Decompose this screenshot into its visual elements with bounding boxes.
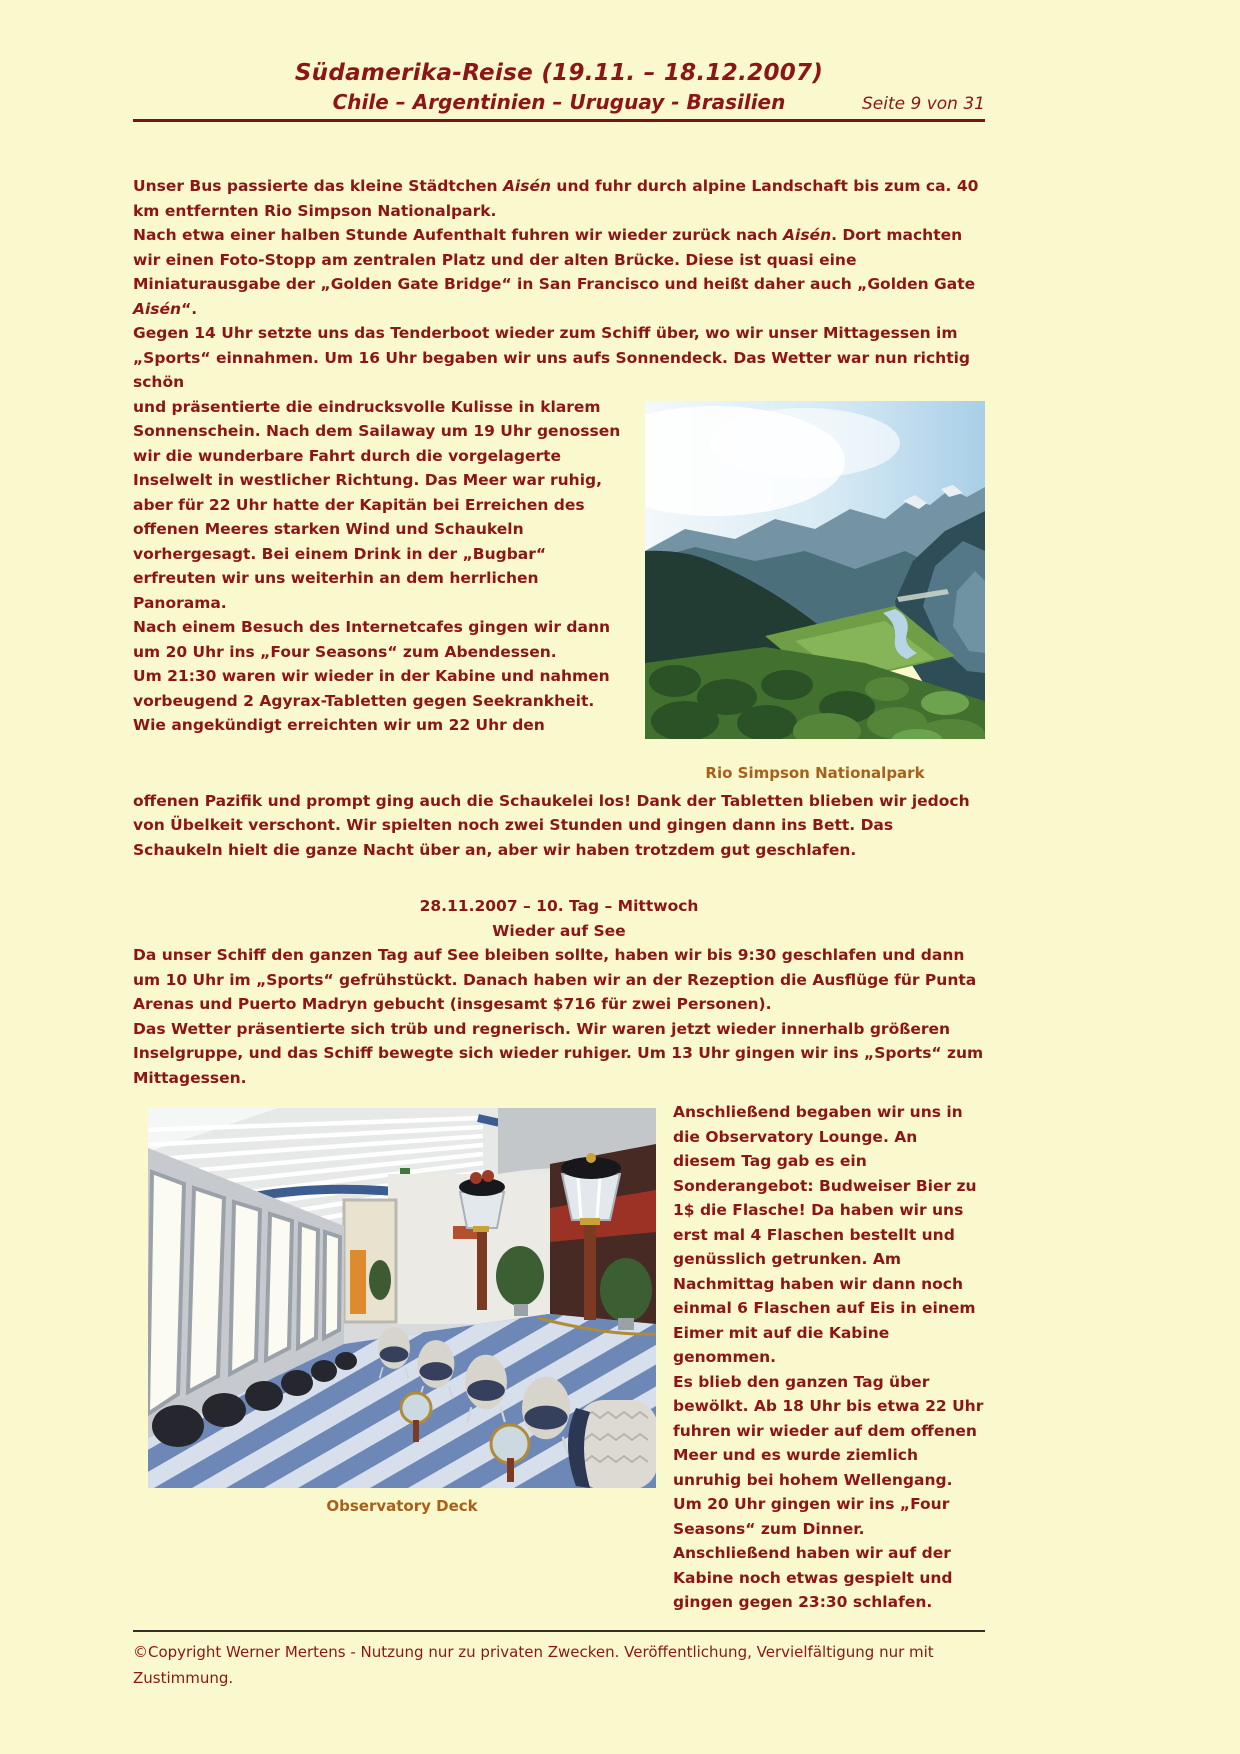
header-rule bbox=[133, 90, 985, 122]
paragraph-text: und fuhr durch alpine Landschaft bis zum ca. 40 km entfernten Rio Simpson Nationalpark. bbox=[133, 177, 979, 220]
document-header bbox=[133, 0, 985, 122]
report-title: Südamerika-Reise (19.11. – 18.12.2007) bbox=[294, 60, 824, 86]
paragraph-text: Nach etwa einer halben Stunde Aufenthalt fuhren wir wieder zurück nach bbox=[133, 226, 784, 244]
paragraph bbox=[133, 223, 985, 321]
copyright-line: ©Copyright Werner Mertens - Nutzung nur zu privaten Zwecken. Veröffentlichung, Vervielfältigung nur mit bbox=[133, 1643, 934, 1661]
observatory-caption: Observatory Deck bbox=[326, 1497, 478, 1515]
day9-section bbox=[133, 174, 985, 862]
copyright-line: Zustimmung. bbox=[133, 1669, 234, 1687]
paragraph-text: “. bbox=[181, 299, 198, 318]
rio-simpson-figure bbox=[645, 401, 985, 783]
day10-heading bbox=[133, 894, 985, 943]
day10-heading-date: 28.11.2007 – 10. Tag – Mittwoch bbox=[419, 897, 699, 915]
paragraph: Um 21:30 waren wir wieder in der Kabine und nahmen vorbeugend 2 Agyrax-Tabletten gegen Seekrankheit. bbox=[133, 667, 610, 710]
paragraph bbox=[133, 174, 985, 223]
page-footer bbox=[133, 1630, 985, 1691]
place-name-italic: Aisén bbox=[133, 299, 182, 318]
place-name-italic: Aisén bbox=[783, 226, 832, 244]
observatory-deck-photo bbox=[148, 1108, 656, 1488]
paragraph: Gegen 14 Uhr setzte uns das Tenderboot wieder zum Schiff über, wo wir unser Mittagessen im „Sports“ einnahmen. Um 16 Uhr begaben wir uns aufs Sonnendeck. Das Wetter war nun richtig schön bbox=[133, 324, 971, 391]
day10-section bbox=[133, 894, 985, 1615]
wrap-section-observatory bbox=[133, 1100, 985, 1615]
place-name-italic: Aisén bbox=[502, 177, 552, 195]
paragraph: Es blieb den ganzen Tag über bewölkt. Ab 18 Uhr bis etwa 22 Uhr fuhren wir wieder auf dem offenen Meer und es wurde ziemlich unruhig bei hohem Wellengang. bbox=[673, 1372, 984, 1489]
paragraph-text: . Dort machten wir einen Foto-Stopp am zentralen Platz und der alten Brücke. Diese ist quasi eine Miniaturausgabe der „Golden Gate Bridge“ in San Francisco und heißt daher auch „Golden Gate bbox=[133, 226, 976, 293]
paragraph: Wie angekündigt erreichten wir um 22 Uhr den bbox=[133, 716, 545, 734]
paragraph: Das Wetter präsentierte sich trüb und regnerisch. Wir waren jetzt wieder innerhalb größeren Inselgruppe, und das Schiff bewegte sich wieder ruhiger. Um 13 Uhr gingen wir ins „Sports“ zum Mittagessen. bbox=[133, 1019, 984, 1087]
day10-text-column bbox=[673, 1100, 985, 1615]
paragraph: Um 20 Uhr gingen wir ins „Four Seasons“ zum Dinner. Anschließend haben wir auf der Kabine noch etwas gespielt und gingen gegen 23:30 schlafen. bbox=[673, 1495, 953, 1611]
paragraph: offenen Pazifik und prompt ging auch die Schaukelei los! Dank der Tabletten blieben wir jedoch von Übelkeit verschont. Wir spielten noch zwei Stunden und gingen dann ins Bett. Das Schaukeln hielt die ganze Nacht über an, aber wir haben trotzdem gut geschlafen. bbox=[133, 791, 970, 859]
rio-simpson-photo bbox=[645, 401, 985, 739]
rio-simpson-caption: Rio Simpson Nationalpark bbox=[705, 763, 925, 782]
paragraph: Anschließend begaben wir uns in die Observatory Lounge. An diesem Tag gab es ein Sonderangebot: Budweiser Bier zu 1$ die Flasche! Da haben wir uns erst mal 4 Flaschen bestellt und genüsslich getrunken. Am Nachmittag haben wir dann noch einmal 6 Flaschen auf Eis in einem Eimer mit auf die Kabine genommen. bbox=[673, 1103, 977, 1366]
paragraph-text: Unser Bus passierte das kleine Städtchen bbox=[133, 177, 503, 195]
observatory-figure bbox=[148, 1108, 656, 1615]
day10-heading-title: Wieder auf See bbox=[492, 921, 626, 940]
paragraph: Da unser Schiff den ganzen Tag auf See bleiben sollte, haben wir bis 9:30 geschlafen und dann um 10 Uhr im „Sports“ gefrühstückt. Danach haben wir an der Rezeption die Ausflüge für Punta Arenas und Puerto Madryn gebucht (insgesamt $716 für zwei Personen). bbox=[133, 946, 977, 1013]
report-subtitle: Chile – Argentinien – Uruguay - Brasilien bbox=[332, 90, 786, 114]
page-number: Seite 9 von 31 bbox=[862, 94, 985, 114]
paragraph: und präsentierte die eindrucksvolle Kulisse in klarem Sonnenschein. Nach dem Sailaway um 19 Uhr genossen wir die wunderbare Fahrt durch die vorgelagerte Inselwelt in westlicher Richtung. Das Meer war ruhig, aber für 22 Uhr hatte der Kapitän bei Erreichen des offenen Meeres starken Wind und Schaukeln vorhergesagt. Bei einem Drink in der „Bugbar“ erfreuten wir uns weiterhin an dem herrlichen Panorama. bbox=[133, 397, 621, 612]
wrap-section-rio-simpson bbox=[133, 395, 985, 863]
paragraph: Nach einem Besuch des Internetcafes gingen wir dann um 20 Uhr ins „Four Seasons“ zum Abendessen. bbox=[133, 618, 611, 661]
